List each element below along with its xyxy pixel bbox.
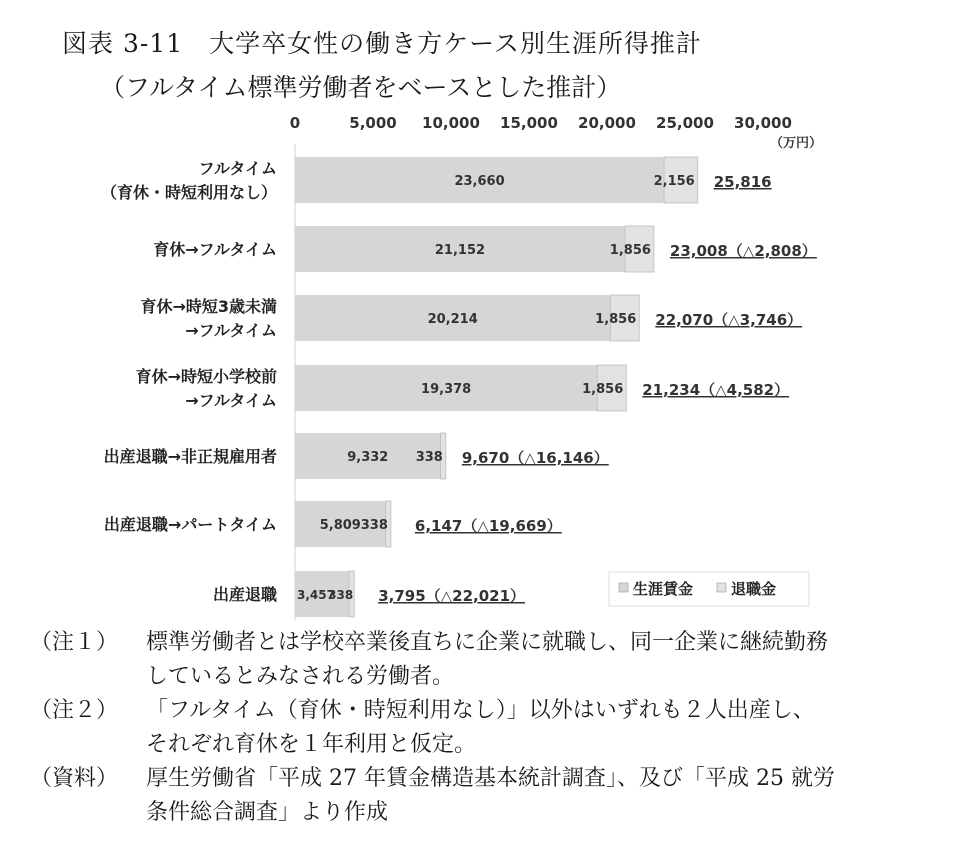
legend-swatch-lifetime-wage [619,583,628,592]
category-label: →フルタイム [185,391,277,410]
note-text: 厚生労働省「平成 27 年賃金構造基本統計調査」、及び「平成 25 就労条件総合調査」より作成 [146,766,835,825]
data-label-lifetime-wage: 9,332 [347,450,389,465]
category-label: 育休→時短小学校前 [135,367,277,386]
legend-swatch-retirement-allowance [717,583,726,592]
figure-title: 図表 3-11 大学卒女性の働き方ケース別生涯所得推計 [62,29,702,58]
note-source [30,762,836,830]
data-label-retirement-allowance: 338 [360,518,388,533]
x-tick-label: 20,000 [578,114,636,132]
total-label: 23,008（△2,808） [669,242,817,260]
legend-label-lifetime-wage: 生涯賃金 [633,580,694,598]
category-label: →フルタイム [185,321,277,340]
category-label: 出産退職→非正規雇用者 [103,447,277,466]
category-label: （育休・時短利用なし） [100,183,277,202]
note-1 [30,626,836,694]
total-label: 25,816 [713,173,772,191]
figure-subtitle: （フルタイム標準労働者をベースとした推計） [100,73,622,102]
lifetime-income-bar-chart [0,100,959,620]
x-tick-label: 5,000 [349,114,397,132]
note-label: （資料） [30,766,119,791]
data-label-retirement-allowance: 1,856 [609,243,651,258]
data-label-lifetime-wage: 19,378 [421,382,472,397]
category-label: 育休→時短3歳未満 [140,297,277,316]
data-label-lifetime-wage: 20,214 [427,312,478,327]
data-label-retirement-allowance: 2,156 [653,174,695,189]
data-label-retirement-allowance: 1,856 [595,312,637,327]
total-label: 9,670（△16,146） [461,449,609,467]
total-label: 22,070（△3,746） [655,311,803,329]
x-tick-label: 10,000 [422,114,480,132]
note-text: 標準労働者とは学校卒業後直ちに企業に就職し、同一企業に継続勤務しているとみなされる労働者。 [146,630,829,689]
category-label: 出産退職 [212,585,277,604]
data-label-lifetime-wage: 5,809 [319,518,361,533]
data-label-lifetime-wage: 23,660 [454,174,505,189]
note-label: （注２） [30,698,119,723]
category-label: フルタイム [198,159,277,178]
category-label: 出産退職→パートタイム [103,515,277,534]
unit-label: （万円） [769,136,823,151]
x-tick-label: 25,000 [656,114,714,132]
x-tick-label: 30,000 [734,114,792,132]
data-label-lifetime-wage: 21,152 [434,243,486,258]
note-text: 「フルタイム（育休・時短利用なし）」以外はいずれも２人出産し、それぞれ育休を１年利用と仮定。 [146,698,815,757]
category-label: 育休→フルタイム [153,240,277,259]
total-label: 3,795（△22,021） [378,587,526,605]
note-2 [30,694,836,762]
total-label: 21,234（△4,582） [642,381,790,399]
x-tick-label: 15,000 [500,114,558,132]
note-label: （注１） [30,630,119,655]
x-tick-label: 0 [289,114,301,132]
total-label: 6,147（△19,669） [414,517,562,535]
data-label-retirement-allowance: 338 [415,450,443,465]
data-label-retirement-allowance: 1,856 [582,382,624,397]
data-label-lifetime-wage: 3,457 [297,588,335,602]
data-label-retirement-allowance: 338 [328,588,354,602]
legend-label-retirement-allowance: 退職金 [731,580,777,598]
notes [30,626,836,830]
